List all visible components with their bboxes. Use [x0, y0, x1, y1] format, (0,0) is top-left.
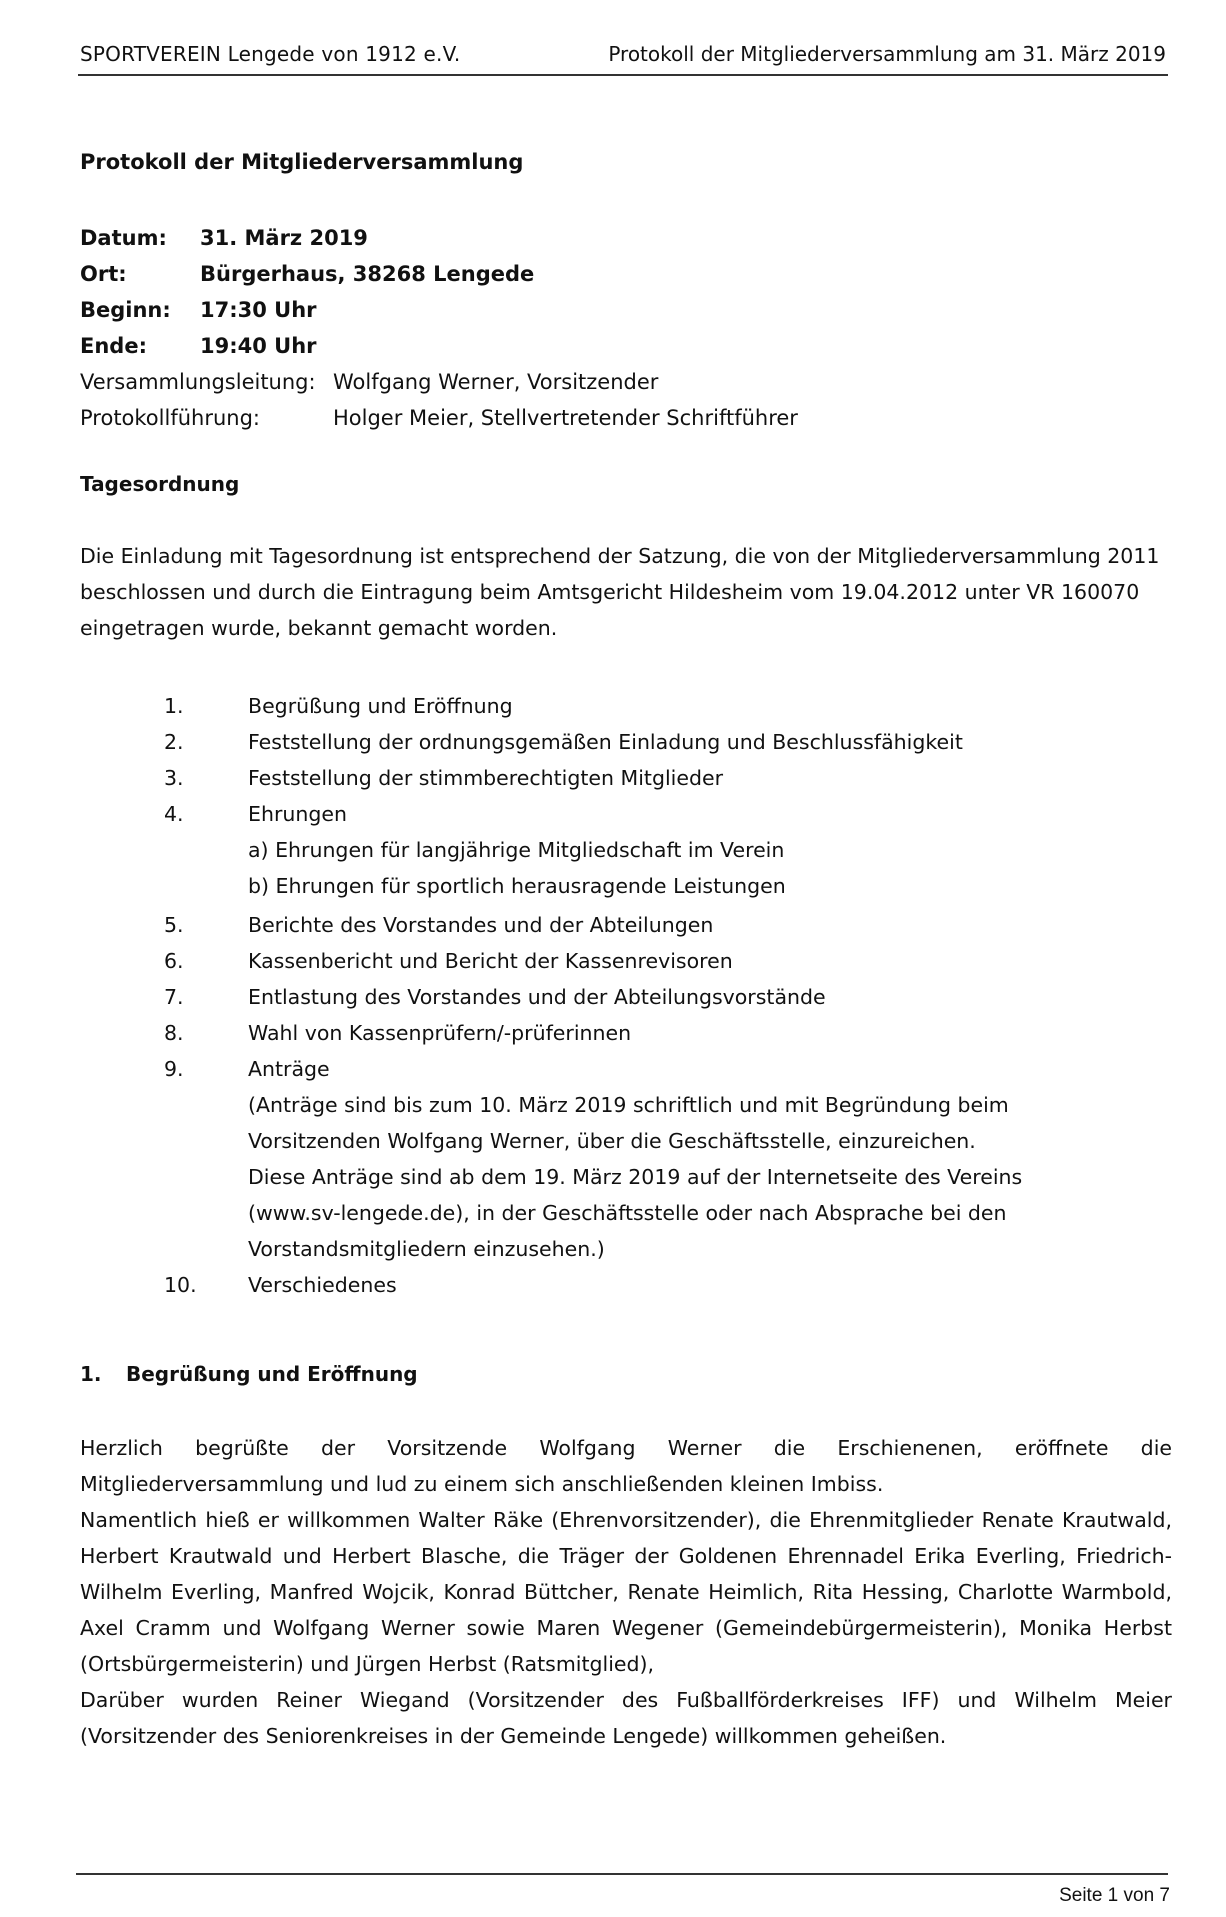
- agenda-item-text: Anträge: [248, 1057, 330, 1081]
- meta-start-value: 17:30 Uhr: [200, 298, 317, 322]
- agenda-item: [160, 907, 1120, 943]
- meta-chair-label: Versammlungsleitung:: [80, 370, 316, 394]
- agenda-intro: Die Einladung mit Tagesordnung ist entsprechend der Satzung, die von der Mitgliederversammlung 2011 beschlossen und durch die Eintragung beim Amtsgericht Hildesheim vom 19.04.2012 unter VR 160070 eingetragen wurde, bekannt gemacht worden.: [80, 544, 1160, 640]
- meta-start-label: Beginn:: [80, 298, 171, 322]
- agenda-item: [160, 688, 1120, 724]
- section-body: [80, 1430, 1172, 1754]
- meta-chair-value: Wolfgang Werner, Vorsitzender: [333, 370, 659, 394]
- meta-date-value: 31. März 2019: [200, 226, 368, 250]
- header-document-title: Protokoll der Mitgliederversammlung am 31. März 2019: [608, 42, 1166, 66]
- footer-divider: [76, 1873, 1168, 1875]
- agenda-item-text: Verschiedenes: [248, 1273, 397, 1297]
- agenda-item-number: 4.: [164, 802, 184, 826]
- agenda-subitem: a) Ehrungen für langjährige Mitgliedschaft im Verein: [248, 838, 785, 862]
- agenda-note-line: Vorstandsmitgliedern einzusehen.): [248, 1237, 605, 1261]
- agenda-item-number: 7.: [164, 985, 184, 1009]
- agenda-note-line: Diese Anträge sind ab dem 19. März 2019 auf der Internetseite des Vereins: [248, 1165, 1023, 1189]
- agenda-item-number: 10.: [164, 1273, 197, 1297]
- agenda-item: [160, 943, 1120, 979]
- page-number: Seite 1 von 7: [1059, 1885, 1170, 1906]
- agenda-item-number: 5.: [164, 913, 184, 937]
- section-paragraph: Herzlich begrüßte der Vorsitzende Wolfgang Werner die Erschienenen, eröffnete die Mitgliederversammlung und lud zu einem sich anschließenden kleinen Imbiss.: [80, 1436, 1172, 1496]
- agenda-item-text: Kassenbericht und Bericht der Kassenrevisoren: [248, 949, 733, 973]
- agenda-item-text: Feststellung der stimmberechtigten Mitglieder: [248, 766, 724, 790]
- agenda-item: [160, 796, 1120, 832]
- agenda-item-number: 9.: [164, 1057, 184, 1081]
- agenda-item-text: Wahl von Kassenprüfern/-prüferinnen: [248, 1021, 632, 1045]
- meta-end-value: 19:40 Uhr: [200, 334, 317, 358]
- page-header: [80, 42, 1166, 72]
- agenda-item-text: Berichte des Vorstandes und der Abteilungen: [248, 913, 714, 937]
- agenda-item: [160, 760, 1120, 796]
- meta-minutes-label: Protokollführung:: [80, 406, 260, 430]
- section-number: 1.: [80, 1362, 102, 1386]
- agenda-item-number: 2.: [164, 730, 184, 754]
- agenda-item-number: 6.: [164, 949, 184, 973]
- agenda-item-text: Begrüßung und Eröffnung: [248, 694, 513, 718]
- agenda-item-text: Ehrungen: [248, 802, 347, 826]
- meta-location-value: Bürgerhaus, 38268 Lengede: [200, 262, 535, 286]
- section-paragraph: Darüber wurden Reiner Wiegand (Vorsitzender des Fußballförderkreises IFF) und Wilhelm Meier (Vorsitzender des Seniorenkreises in der Gemeinde Lengede) willkommen geheißen.: [80, 1688, 1172, 1748]
- meta-end-label: Ende:: [80, 334, 147, 358]
- agenda-heading: Tagesordnung: [80, 472, 240, 496]
- agenda-item-number: 3.: [164, 766, 184, 790]
- meta-date-label: Datum:: [80, 226, 167, 250]
- section-paragraph: Namentlich hieß er willkommen Walter Räke (Ehrenvorsitzender), die Ehrenmitglieder Renate Krautwald, Herbert Krautwald und Herbert Blasche, die Träger der Goldenen Ehrennadel Erika Everling, Friedrich-Wilhelm Everling, Manfred Wojcik, Konrad Büttcher, Renate Heimlich, Rita Hessing, Charlotte Warmbold, Axel Cramm und Wolfgang Werner sowie Maren Wegener (Gemeindebürgermeisterin), Monika Herbst (Ortsbürgermeisterin) und Jürgen Herbst (Ratsmitglied),: [80, 1508, 1172, 1676]
- agenda-item-text: Entlastung des Vorstandes und der Abteilungsvorstände: [248, 985, 826, 1009]
- agenda-note-line: (www.sv-lengede.de), in der Geschäftsstelle oder nach Absprache bei den: [248, 1201, 1007, 1225]
- agenda-item: [160, 979, 1120, 1015]
- section-title: Begrüßung und Eröffnung: [126, 1362, 418, 1386]
- header-divider: [78, 74, 1168, 76]
- agenda-item: [160, 1051, 1120, 1087]
- agenda-list: [160, 688, 1120, 1303]
- agenda-item: [160, 1015, 1120, 1051]
- agenda-note-line: Vorsitzenden Wolfgang Werner, über die Geschäftsstelle, einzureichen.: [248, 1129, 976, 1153]
- agenda-subitem: b) Ehrungen für sportlich herausragende Leistungen: [248, 874, 786, 898]
- section-heading: [80, 1362, 418, 1386]
- agenda-item-number: 1.: [164, 694, 184, 718]
- header-club-name: SPORTVEREIN Lengede von 1912 e.V.: [80, 42, 461, 66]
- meta-location-label: Ort:: [80, 262, 127, 286]
- agenda-item-text: Feststellung der ordnungsgemäßen Einladung und Beschlussfähigkeit: [248, 730, 963, 754]
- agenda-note-line: (Anträge sind bis zum 10. März 2019 schriftlich und mit Begründung beim: [248, 1093, 1009, 1117]
- agenda-item-number: 8.: [164, 1021, 184, 1045]
- page-title: Protokoll der Mitgliederversammlung: [80, 150, 524, 174]
- agenda-item: [160, 1267, 1120, 1303]
- agenda-item: [160, 724, 1120, 760]
- meta-minutes-value: Holger Meier, Stellvertretender Schriftführer: [333, 406, 798, 430]
